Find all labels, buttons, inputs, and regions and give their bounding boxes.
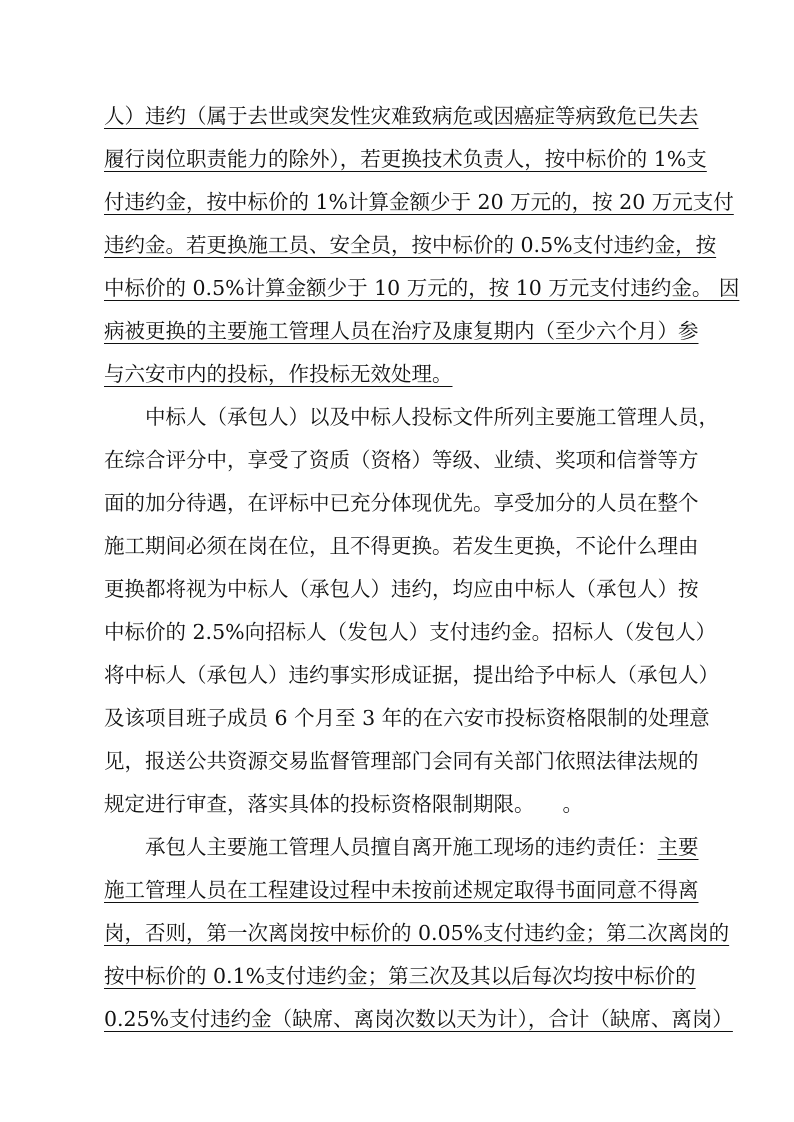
paragraph-2-line-7: 将中标人（承包人）违约事实形成证据，提出给予中标人（承包人）	[104, 663, 719, 687]
paragraph-2-line-9: 见，报送公共资源交易监督管理部门会同有关部门依照法律法规的	[104, 749, 699, 773]
paragraph-2-line-8: 及该项目班子成员 6 个月至 3 年的在六安市投标资格限制的处理意	[104, 706, 710, 730]
paragraph-2-line-5: 更换都将视为中标人（承包人）违约，均应由中标人（承包人）按	[104, 577, 699, 601]
paragraph-2-line-6: 中标价的 2.5%向招标人（发包人）支付违约金。招标人（发包人）	[104, 620, 717, 644]
paragraph-3-line-1-underlined: 主要	[657, 835, 699, 859]
paragraph-1-line-7: 与六安市内的投标，作投标无效处理。	[104, 362, 453, 386]
paragraph-2-line-10-text: 规定进行审查，落实具体的投标资格限制期限。	[104, 792, 535, 816]
paragraph-1-line-6: 病被更换的主要施工管理人员在治疗及康复期内（至少六个月）参	[104, 319, 699, 343]
paragraph-3-line-3: 岗，否则，第一次离岗按中标价的 0.05%支付违约金；第二次离岗的	[104, 921, 730, 945]
paragraph-2-line-4: 施工期间必须在岗在位，且不得更换。若发生更换，不论什么理由	[104, 534, 699, 558]
paragraph-1-line-5: 中标价的 0.5%计算金额少于 10 万元的，按 10 万元支付违约金。 因	[104, 276, 740, 300]
paragraph-3-line-2: 施工管理人员在工程建设过程中未按前述规定取得书面同意不得离	[104, 878, 699, 902]
paragraph-2-line-1: 中标人（承包人）以及中标人投标文件所列主要施工管理人员，	[145, 405, 719, 429]
paragraph-1-line-1: 人）违约（属于去世或突发性灾难致病危或因癌症等病致危已失去	[104, 104, 699, 128]
paragraph-1-line-2: 履行岗位职责能力的除外），若更换技术负责人，按中标价的 1%支	[104, 147, 707, 171]
paragraph-3-line-4: 按中标价的 0.1%支付违约金；第三次及其以后每次均按中标价的	[104, 964, 696, 988]
paragraph-1-line-4: 违约金。若更换施工员、安全员，按中标价的 0.5%支付违约金，按	[104, 233, 717, 257]
paragraph-2-line-3: 面的加分待遇，在评标中已充分体现优先。享受加分的人员在整个	[104, 491, 699, 515]
paragraph-3-line-5: 0.25%支付违约金（缺席、离岗次数以天为计），合计（缺席、离岗）	[104, 1007, 733, 1031]
paragraph-2-line-10	[104, 784, 694, 824]
paragraph-2-line-2: 在综合评分中，享受了资质（资格）等级、业绩、奖项和信誉等方	[104, 448, 699, 472]
paragraph-2-trailing-mark: 。	[562, 792, 583, 816]
paragraph-3-line-1-plain: 承包人主要施工管理人员擅自离开施工现场的违约责任：	[145, 835, 658, 859]
paragraph-1-line-3: 付违约金，按中标价的 1%计算金额少于 20 万元的，按 20 万元支付	[104, 190, 734, 214]
paragraph-3-line-1	[145, 827, 699, 867]
